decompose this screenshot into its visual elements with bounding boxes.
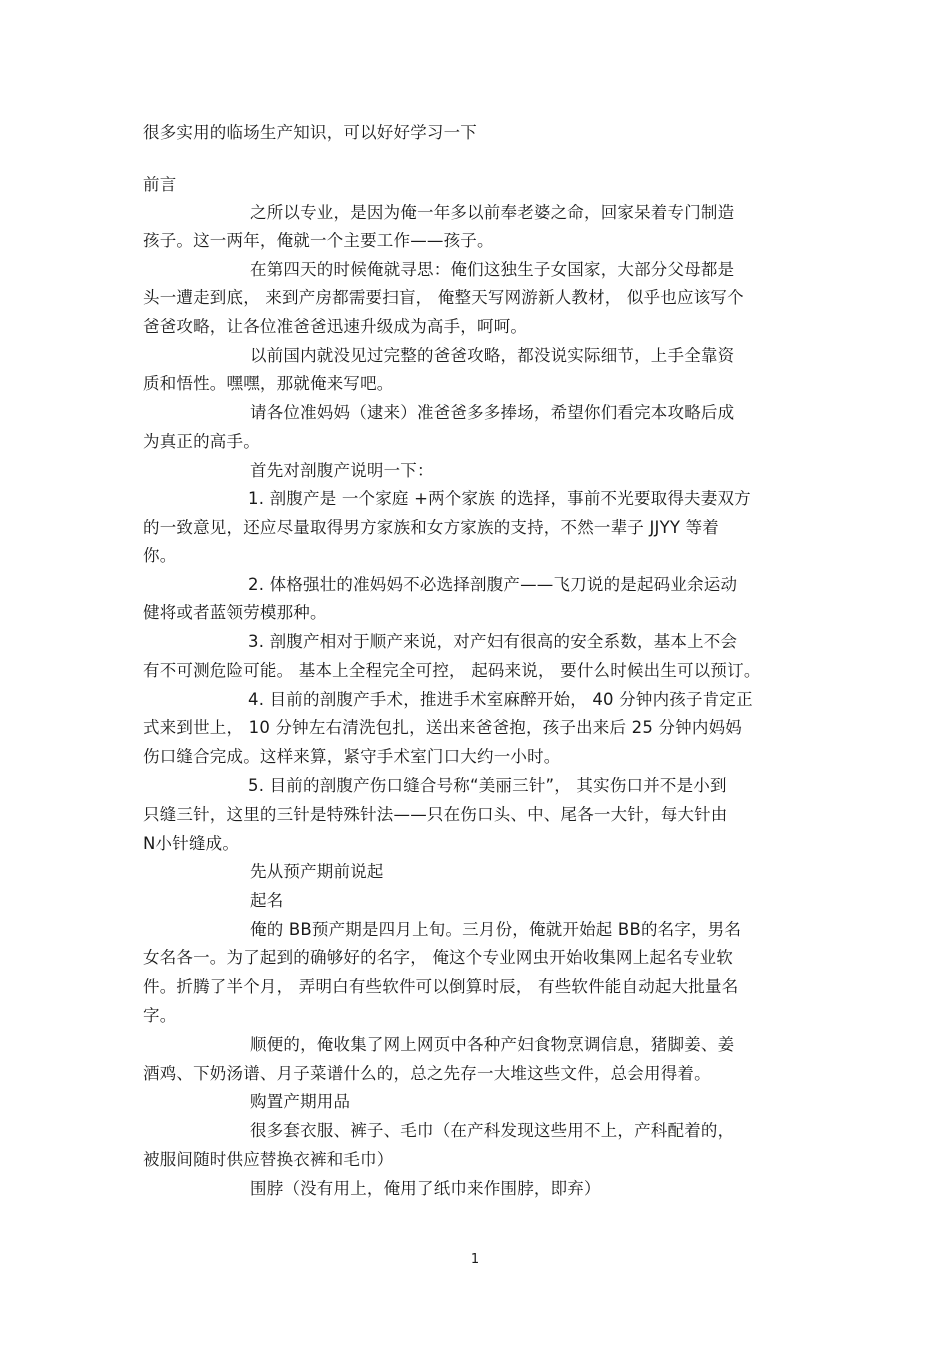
text-line: 只缝三针，这里的三针是特殊针法——只在伤口头、中、尾各一大针，每大针由 (143, 805, 728, 824)
text-line: 顺便的，俺收集了网上网页中各种产妇食物烹调信息，猪脚姜、姜 (250, 1035, 735, 1054)
text-line: 2. 体格强壮的准妈妈不必选择剖腹产——飞刀说的是起码业余运动 (248, 575, 738, 594)
text-line: 为真正的高手。 (143, 432, 260, 451)
text-line: 件。折腾了半个月， 弄明白有些软件可以倒算时辰， 有些软件能自动起大批量名 (143, 977, 739, 996)
text-line: 在第四天的时候俺就寻思：俺们这独生子女国家，大部分父母都是 (250, 260, 735, 279)
text-line: 的一致意见，还应尽量取得男方家族和女方家族的支持，不然一辈子 JJYY 等着 (143, 518, 719, 537)
text-line: 健将或者蓝领劳模那种。 (143, 603, 327, 622)
text-line: 围脖（没有用上，俺用了纸巾来作围脖，即弃） (250, 1179, 601, 1198)
text-line: 质和悟性。嘿嘿，那就俺来写吧。 (143, 374, 394, 393)
text-line: 5. 目前的剖腹产伤口缝合号称“美丽三针”， 其实伤口并不是小到 (248, 776, 727, 795)
text-line: 请各位准妈妈（逮来）准爸爸多多捧场，希望你们看完本攻略后成 (250, 403, 735, 422)
text-line: 式来到世上， 10 分钟左右清洗包扎，送出来爸爸抱，孩子出来后 25 分钟内妈妈 (143, 718, 742, 737)
section-heading: 购置产期用品 (250, 1092, 351, 1111)
text-line: 头一遭走到底， 来到产房都需要扫盲， 俺整天写网游新人教材， 似乎也应该写个 (143, 288, 744, 307)
text-line: 1. 剖腹产是 一个家庭 +两个家族 的选择，事前不光要取得夫妻双方 (248, 489, 751, 508)
text-line: 俺的 BB预产期是四月上旬。三月份，俺就开始起 BB的名字，男名 (250, 920, 742, 939)
text-line: 之所以专业，是因为俺一年多以前奉老婆之命，回家呆着专门制造 (250, 203, 735, 222)
text-line: 以前国内就没见过完整的爸爸攻略，都没说实际细节，上手全靠资 (250, 346, 735, 365)
text-line: 字。 (143, 1006, 177, 1025)
text-line: 被服间随时供应替换衣裤和毛巾） (143, 1150, 394, 1169)
text-line: 女名各一。为了起到的确够好的名字， 俺这个专业网虫开始收集网上起名专业软 (143, 948, 733, 967)
document-subtitle: 很多实用的临场生产知识，可以好好学习一下 (143, 123, 477, 142)
text-line: 伤口缝合完成。这样来算，紧守手术室门口大约一小时。 (143, 747, 561, 766)
text-line: 孩子。这一两年，俺就一个主要工作——孩子。 (143, 231, 494, 250)
text-line: 你。 (143, 546, 177, 565)
text-line: 很多套衣服、裤子、毛巾（在产科发现这些用不上，产科配着的， (250, 1121, 735, 1140)
text-line: N小针缝成。 (143, 834, 240, 853)
text-line: 首先对剖腹产说明一下： (250, 461, 434, 480)
text-line: 3. 剖腹产相对于顺产来说，对产妇有很高的安全系数，基本上不会 (248, 632, 738, 651)
preface-heading: 前言 (143, 175, 177, 194)
text-line: 有不可测危险可能。 基本上全程完全可控， 起码来说， 要什么时候出生可以预订。 (143, 661, 761, 680)
text-line: 爸爸攻略，让各位准爸爸迅速升级成为高手，呵呵。 (143, 317, 528, 336)
text-line: 酒鸡、下奶汤谱、月子菜谱什么的，总之先存一大堆这些文件，总会用得着。 (143, 1064, 711, 1083)
page-number: 1 (470, 1252, 480, 1267)
section-heading: 起名 (250, 891, 284, 910)
section-heading: 先从预产期前说起 (250, 862, 384, 881)
text-line: 4. 目前的剖腹产手术，推进手术室麻醉开始， 40 分钟内孩子肯定正 (248, 690, 753, 709)
